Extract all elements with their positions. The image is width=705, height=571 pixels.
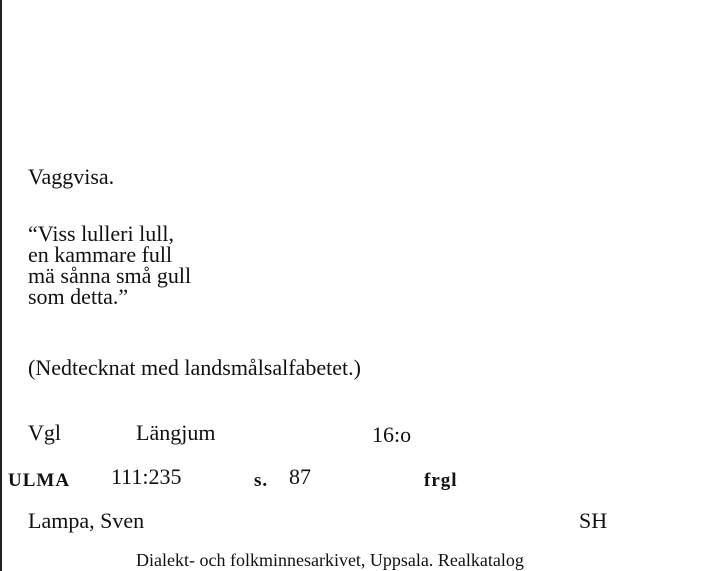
verse-line-4: som detta.” (28, 284, 129, 309)
card-title: Vaggvisa. (28, 164, 115, 189)
verse-line-1: “Viss lulleri lull, (28, 221, 174, 246)
verse-line-3: mä sånna små gull (28, 263, 192, 288)
verse-line-2: en kammare full (28, 242, 173, 267)
archive-number: 111:235 (111, 464, 182, 489)
page-prefix: s. (254, 470, 269, 491)
class-code: 16:o (372, 422, 412, 447)
category-code: Vgl (28, 420, 61, 445)
transcription-note: (Nedtecknat med landsmålsalfabetet.) (28, 355, 361, 380)
verse-block (28, 223, 191, 307)
recorder-initials: SH (579, 508, 608, 533)
card-left-edge (0, 0, 2, 571)
topic-tag: frgl (424, 470, 458, 491)
place-name: Längjum (136, 420, 216, 445)
page-number: 87 (289, 464, 311, 489)
recorder-name: Lampa, Sven (28, 508, 145, 533)
archive-footer: Dialekt- och folkminnesarkivet, Uppsala. Realkatalog (136, 550, 524, 570)
archive-label: ULMA (8, 470, 71, 491)
